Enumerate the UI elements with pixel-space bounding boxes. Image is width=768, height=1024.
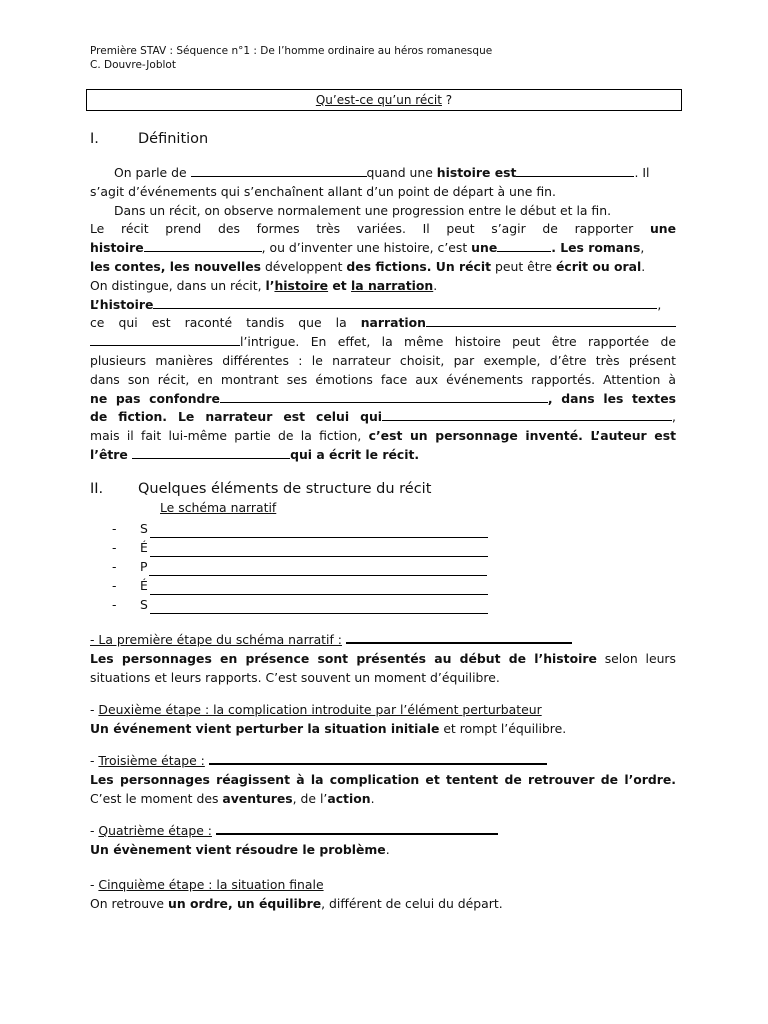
- paragraph: On parle de quand une histoire est . Il: [114, 165, 650, 180]
- paragraph: plusieurs manières différentes : le narrateur choisit, par exemple, d’être très présent: [90, 352, 676, 368]
- step-5: - Cinquième étape : la situation finale On retrouve un ordre, un équilibre, différent de celui du départ.: [90, 877, 503, 911]
- fill-blank[interactable]: [191, 164, 367, 177]
- paragraph: l’être qui a écrit le récit.: [90, 446, 420, 462]
- fill-blank[interactable]: [426, 314, 676, 327]
- page-title-box: [86, 89, 682, 111]
- section-label: Définition: [138, 131, 209, 147]
- fill-blank[interactable]: [153, 296, 657, 309]
- narrative-steps: [90, 630, 676, 920]
- schema-title: Le schéma narratif: [160, 500, 277, 515]
- schema-item: - É: [112, 538, 488, 557]
- course-line: Première STAV : Séquence n°1 : De l’homme ordinaire au héros romanesque: [90, 45, 493, 57]
- author-line: C. Douvre-Joblot: [90, 59, 176, 71]
- page-title-suffix: ?: [441, 93, 453, 107]
- step-1: - La première étape du schéma narratif : Les personnages en présence sont présentés au début de l’histoire selon leurs situations et leurs rapports. C’est souvent un moment d’équilibre.: [90, 632, 676, 685]
- section-label: Quelques éléments de structure du récit: [138, 481, 432, 497]
- fill-blank[interactable]: [209, 751, 547, 765]
- step-2: - Deuxième étape : la complication introduite par l’élément perturbateur Un événement vient perturber la situation initiale et rompt l’équilibre.: [90, 702, 567, 736]
- section-number: II.: [90, 481, 104, 497]
- paragraph: ne pas confondre , dans les textes: [90, 390, 677, 406]
- page-title: Qu’est-ce qu’un récit: [315, 93, 442, 107]
- fill-blank[interactable]: [149, 563, 487, 576]
- section-number: I.: [90, 131, 99, 147]
- fill-blank[interactable]: [516, 164, 634, 177]
- schema-item: - S: [112, 595, 488, 614]
- paragraph: mais il fait lui-même partie de la fiction, c’est un personnage inventé. L’auteur est: [90, 428, 676, 444]
- paragraph: Dans un récit, on observe normalement une progression entre le début et la fin.: [114, 202, 612, 218]
- fill-blank[interactable]: [150, 544, 488, 557]
- paragraph: de fiction. Le narrateur est celui qui ,: [90, 409, 676, 425]
- paragraph: L’histoire ,: [90, 296, 662, 312]
- paragraph: Le récit prend des formes très variées. Il peut s’agir de rapporter une: [90, 221, 676, 237]
- definition-text: [90, 164, 676, 465]
- paragraph: dans son récit, en montrant ses émotions face aux événements rapportés. Attention à: [90, 371, 676, 387]
- section-heading-definition: [90, 131, 208, 147]
- step-3: - Troisième étape : Les personnages réagissent à la complication et tentent de retrouver de l’ordre. C’est le moment des aventures, de l’action.: [90, 753, 676, 806]
- fill-blank[interactable]: [150, 582, 488, 595]
- paragraph: les contes, les nouvelles développent des fictions. Un récit peut être écrit ou oral.: [90, 258, 646, 274]
- fill-blank[interactable]: [216, 821, 498, 835]
- fill-blank[interactable]: [346, 630, 572, 644]
- paragraph: histoire , ou d’inventer une histoire, c’est une . Les romans,: [90, 240, 645, 256]
- fill-blank[interactable]: [132, 446, 290, 459]
- fill-blank[interactable]: [150, 601, 488, 614]
- paragraph: l’intrigue. En effet, la même histoire peut être rapportée de: [90, 333, 676, 352]
- paragraph: ce qui est raconté tandis que la narration: [90, 314, 676, 333]
- document-header: [90, 44, 492, 72]
- step-4: - Quatrième étape : Un évènement vient résoudre le problème.: [90, 821, 676, 859]
- fill-blank[interactable]: [90, 333, 240, 346]
- fill-blank[interactable]: [150, 525, 488, 538]
- fill-blank[interactable]: [220, 390, 548, 403]
- section-heading-structure: [90, 481, 431, 497]
- paragraph: s’agit d’événements qui s’enchaînent allant d’un point de départ à une fin.: [90, 183, 556, 199]
- schema-item: - É: [112, 576, 488, 595]
- paragraph: On distingue, dans un récit, l’histoire et la narration.: [90, 277, 438, 293]
- schema-item: - S: [112, 519, 488, 538]
- schema-item: - P: [112, 557, 488, 576]
- fill-blank[interactable]: [497, 239, 551, 252]
- schema-list: [112, 519, 488, 614]
- fill-blank[interactable]: [144, 239, 262, 252]
- fill-blank[interactable]: [382, 408, 672, 421]
